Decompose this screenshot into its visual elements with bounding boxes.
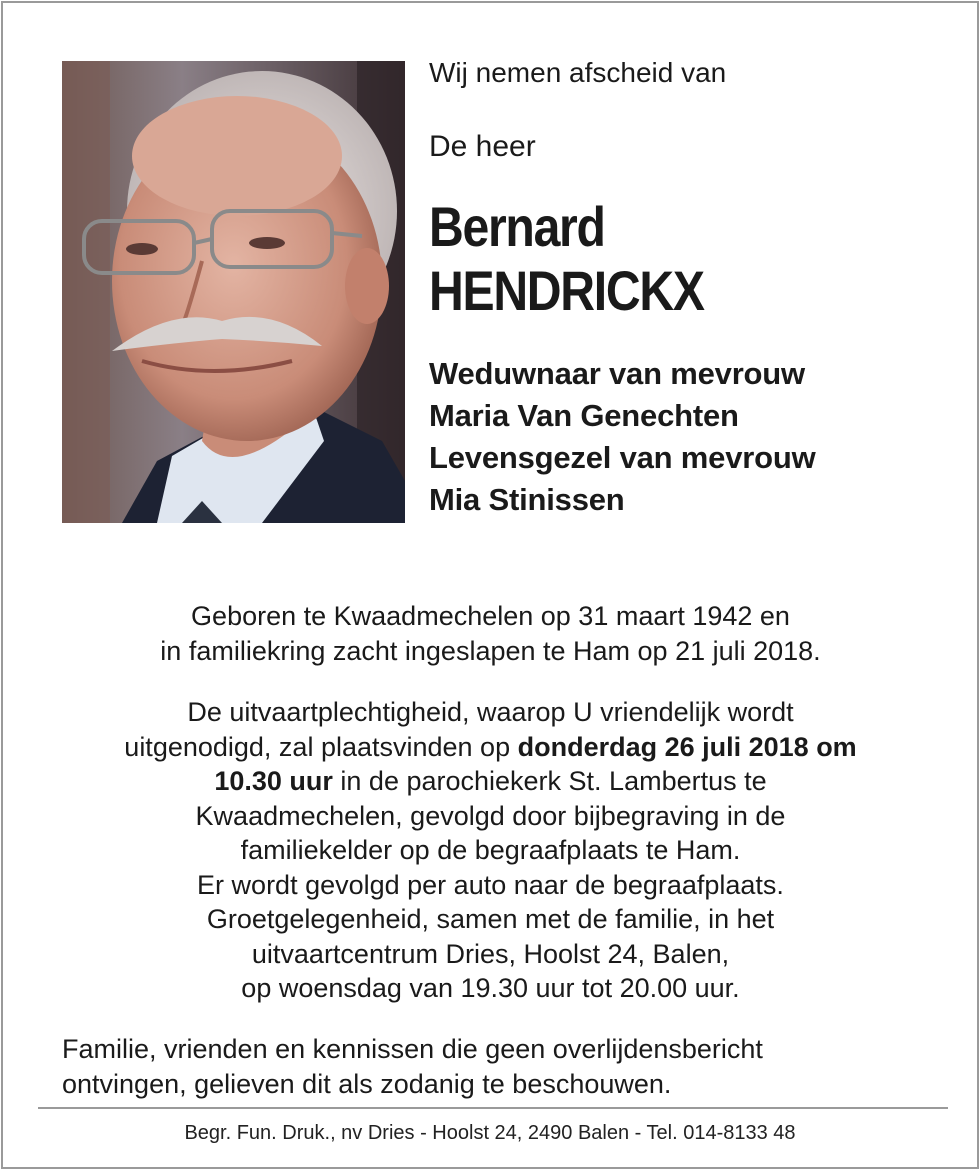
closing-paragraph — [62, 1032, 942, 1101]
ceremony-line: Kwaadmechelen, gevolgd door bijbegraving in de — [195, 800, 786, 831]
closing-line: ontvingen, gelieven dit als zodanig te beschouwen. — [62, 1068, 672, 1099]
footer-printer-info: Begr. Fun. Druk., nv Dries - Hoolst 24, 2490 Balen - Tel. 014-8133 48 — [184, 1122, 796, 1144]
footer-divider — [38, 1107, 948, 1109]
birth-line: Geboren te Kwaadmechelen op 31 maart 1942 en — [191, 601, 790, 631]
ceremony-text: in de parochiekerk St. Lambertus te — [332, 766, 767, 796]
header-block — [429, 55, 949, 521]
ceremony-line: op woensdag van 19.30 uur tot 20.00 uur. — [241, 973, 740, 1003]
ceremony-date: donderdag 26 juli 2018 om — [517, 731, 857, 762]
ceremony-line: De uitvaartplechtigheid, waarop U vriendelijk wordt — [187, 697, 794, 727]
closing-line: Familie, vrienden en kennissen die geen overlijdensbericht — [62, 1034, 763, 1064]
relation-line: Weduwnaar van mevrouw — [429, 356, 805, 391]
honorific-title: De heer — [429, 130, 536, 163]
obituary-card — [1, 1, 979, 1169]
deceased-last-name: HENDRICKX — [429, 259, 704, 322]
ceremony-line: Groetgelegenheid, samen met de familie, in het — [206, 904, 775, 934]
ceremony-paragraph — [43, 695, 938, 1006]
birth-death-paragraph — [43, 599, 938, 668]
deceased-first-name: Bernard — [429, 195, 605, 258]
death-line: in familiekring zacht ingeslapen te Ham op 21 juli 2018. — [160, 635, 821, 666]
relation-line: Maria Van Genechten — [429, 398, 739, 433]
ceremony-time: 10.30 uur — [214, 766, 333, 796]
ceremony-line: uitvaartcentrum Dries, Hoolst 24, Balen, — [251, 938, 730, 969]
ceremony-line: familiekelder op de begraafplaats te Ham. — [240, 835, 741, 865]
ceremony-line: Er wordt gevolgd per auto naar de begraafplaats. — [197, 869, 784, 900]
portrait-photo — [62, 61, 405, 523]
relation-line: Mia Stinissen — [429, 482, 625, 517]
intro-text: Wij nemen afscheid van — [429, 57, 727, 88]
relation-line: Levensgezel van mevrouw — [429, 440, 816, 475]
ceremony-text: uitgenodigd, zal plaatsvinden op — [124, 731, 518, 762]
relations-list — [429, 353, 949, 521]
ceremony-line — [43, 730, 938, 765]
ceremony-line — [43, 764, 938, 799]
